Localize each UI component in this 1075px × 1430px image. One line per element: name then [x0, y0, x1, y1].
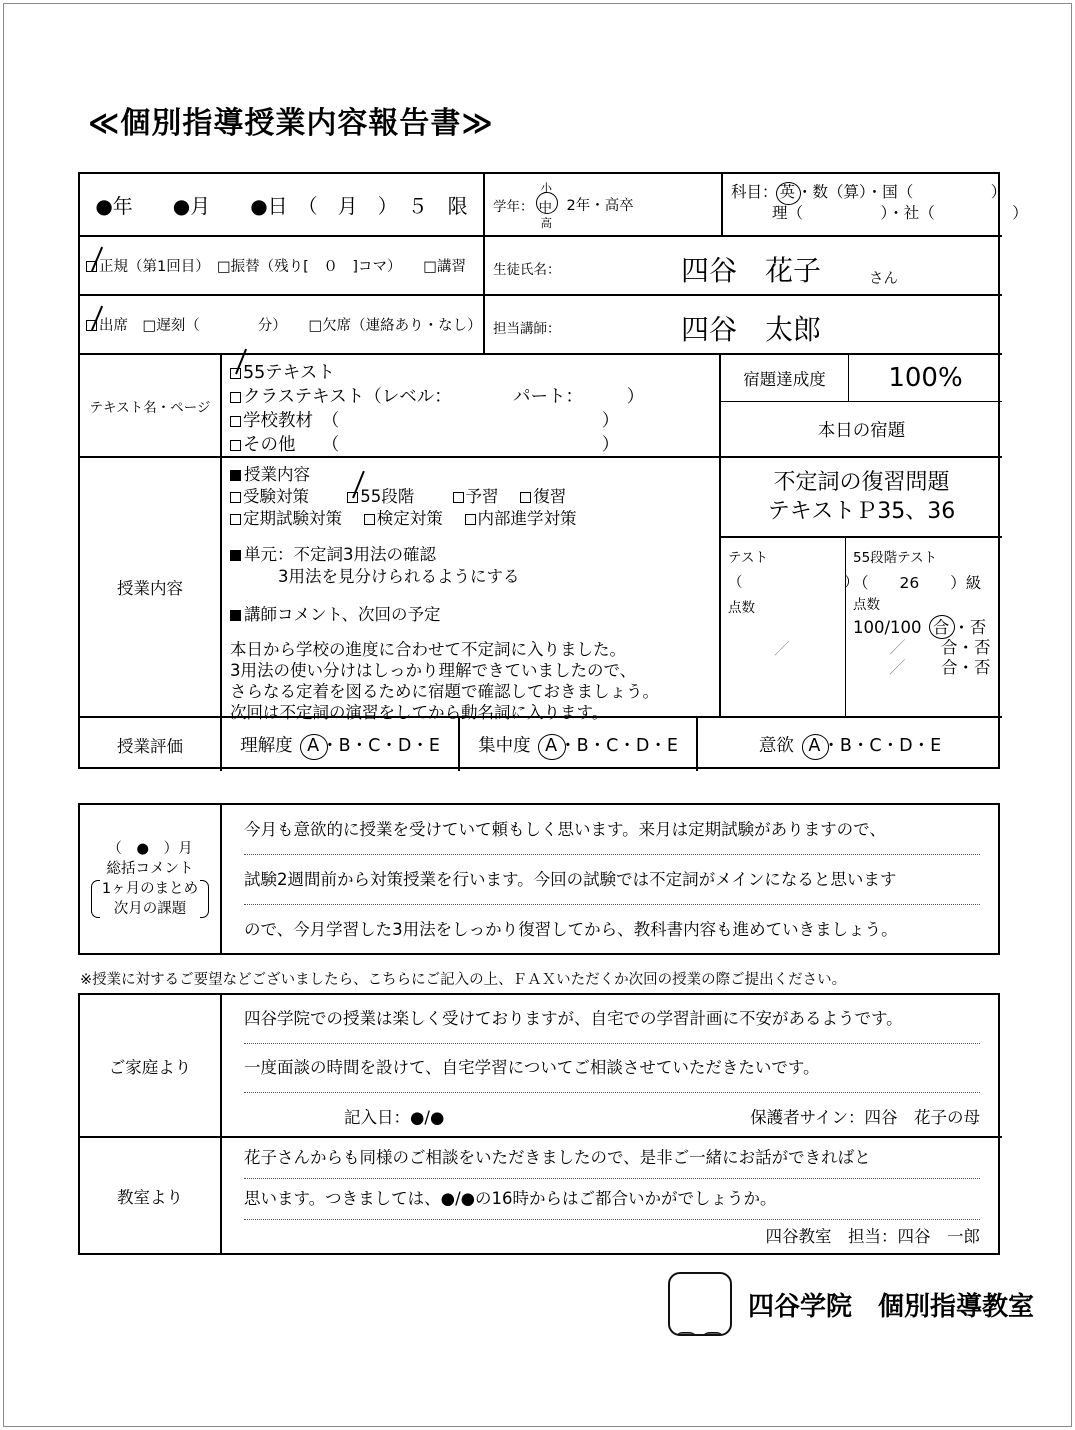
test-right-pass-3[interactable]: 合 — [941, 658, 958, 677]
filled-square-icon-2 — [230, 550, 241, 561]
textbook-option-3[interactable] — [230, 409, 719, 433]
test-right-fail-1[interactable]: 否 — [969, 618, 987, 637]
evaluation-scale-concentration: ・B・C・D・E — [559, 736, 678, 756]
lesson-heading-3 — [230, 604, 719, 626]
homework-rate-label-cell — [721, 355, 849, 402]
grade-cell — [485, 174, 723, 237]
classroom-signature: 四谷教室 担当：四谷 一郎 — [765, 1227, 980, 1246]
lesson-unit-line-1: 単元：不定詞3用法の確認 — [244, 545, 436, 564]
classroom-row-label — [80, 1138, 222, 1253]
logo-badge-icon — [668, 1272, 732, 1336]
grade-label: 学年： — [493, 198, 534, 215]
classroom-line-1: 花子さんからも同様のご相談をいただきましたので、是非ご一緒にお話ができればと — [244, 1148, 871, 1167]
subject-line-2: 理（ ）・社（ ） — [772, 204, 1028, 222]
summary-label-bracket-group — [91, 879, 209, 919]
test-right-fail-2[interactable]: 否 — [974, 638, 991, 657]
student-cell — [485, 237, 1002, 296]
date-cell — [80, 174, 485, 237]
todays-homework-label-cell — [721, 402, 1002, 458]
brand-logo — [668, 1272, 1034, 1336]
beret-right-icon — [701, 1332, 725, 1336]
grade-option-shou: 小 — [540, 180, 552, 195]
checkbox-kentei-label: 検定対策 — [376, 509, 443, 528]
checkbox-yoshu-label: 予習 — [465, 487, 499, 506]
grade-selected-circle — [536, 192, 558, 214]
grade-option-chuu: 中 — [538, 199, 552, 216]
lesson-type-options[interactable] — [86, 255, 466, 276]
summary-label-line3: 1ヶ月のまとめ — [101, 881, 199, 897]
evaluation-scale-understanding: ・B・C・D・E — [321, 736, 440, 756]
evaluation-item-motivation[interactable] — [698, 718, 1002, 771]
textbook-option-4-label: その他 （ ） — [243, 435, 620, 455]
checkbox-teiki[interactable] — [230, 514, 241, 525]
checkbox-fukushu[interactable] — [520, 492, 531, 503]
test-right-score-1: 100/100 — [853, 618, 922, 637]
evaluation-selected-concentration[interactable]: A — [545, 736, 558, 756]
test-right-row-2: 合・否 — [941, 638, 991, 657]
textbook-row-label — [80, 355, 222, 458]
test-right-score-3: ／ — [889, 658, 906, 677]
classroom-label-text: 教室より — [117, 1187, 183, 1207]
checkbox-naibu-label: 内部進学対策 — [477, 509, 577, 528]
lesson-heading-2 — [230, 544, 719, 566]
attendance-options[interactable] — [86, 314, 482, 335]
test-right-title: 55段階テスト — [853, 550, 938, 566]
checkbox-naibu[interactable] — [465, 514, 476, 525]
lesson-options-row-1[interactable] — [230, 486, 719, 508]
checkbox-other[interactable] — [230, 440, 241, 451]
teacher-name: 四谷 太郎 — [681, 313, 822, 346]
checkbox-teiki-label: 定期試験対策 — [243, 509, 342, 528]
test-right-row-3: 合・否 — [941, 658, 991, 677]
logo-text: 四谷学院 個別指導教室 — [748, 1291, 1035, 1322]
evaluation-label-motivation: 意欲 — [758, 736, 794, 756]
evaluation-item-concentration[interactable] — [460, 718, 698, 771]
evaluation-selected-understanding[interactable]: A — [307, 736, 320, 756]
homework-line-2: テキストＰ35、36 — [767, 499, 956, 524]
checkbox-jyuken[interactable] — [230, 492, 241, 503]
textbook-option-1[interactable] — [230, 361, 719, 385]
test-right-pass-2[interactable]: 合 — [941, 638, 958, 657]
classroom-line-2: 思います。つきましては、●/●の16時からはご都合いかがでしょうか。 — [244, 1189, 777, 1208]
lesson-heading-1 — [230, 464, 719, 486]
subject-label: 科目： — [731, 183, 778, 201]
todays-homework-label: 本日の宿題 — [817, 420, 906, 441]
homework-line-1: 不定詞の復習問題 — [773, 470, 950, 495]
family-content-cell[interactable] — [222, 995, 1002, 1138]
textbook-option-1-label: 55テキスト — [243, 363, 335, 383]
evaluation-scale-motivation: ・B・C・D・E — [822, 736, 942, 756]
lesson-comment-line-4: 次回は不定詞の演習をしてから動名詞に入ります。 — [230, 703, 609, 722]
checkbox-kentei[interactable] — [364, 514, 375, 525]
checkbox-school[interactable] — [230, 416, 241, 427]
evaluation-row-label — [80, 718, 222, 771]
checkbox-jyuken-label: 受験対策 — [243, 487, 309, 506]
family-date: 記入日：●/● — [344, 1107, 445, 1127]
attendance-rest: □遅刻（ 分） □欠席（連絡あり・なし） — [142, 318, 482, 334]
lesson-options-row-2[interactable] — [230, 508, 719, 530]
summary-label-month: （ ● ）月 — [107, 841, 193, 857]
test-right-cell — [846, 538, 1002, 718]
family-signature: 保護者サイン：四谷 花子の母 — [750, 1107, 980, 1127]
beret-left-icon — [674, 1332, 698, 1336]
bracket-left-icon — [91, 880, 100, 918]
test-left-cell — [721, 538, 859, 718]
fax-note: ※授業に対するご要望などございましたら、こちらにご記入の上、ＦＡＸいただくか次回の授業の際ご提出ください。 — [80, 972, 847, 988]
family-line-2: 一度面談の時間を設けて、自宅学習についてご相談させていただきたいです。 — [244, 1058, 820, 1077]
textbook-option-3-label: 学校教材 （ ） — [243, 411, 620, 431]
lesson-content-cell — [222, 458, 721, 722]
main-table — [78, 172, 1028, 769]
test-right-score-label: 点数 — [853, 597, 880, 613]
textbook-option-4[interactable] — [230, 433, 719, 457]
summary-label-line4: 次月の課題 — [113, 901, 187, 917]
textbook-option-2-label: クラステキスト（レベル： パート： ） — [243, 387, 645, 407]
lesson-type-first-label: 正規（第1回目） — [99, 259, 203, 275]
subject-rest-1: ・数（算）・国（ ） — [797, 183, 1007, 201]
lesson-comment-line-3: さらなる定着を図るために宿題で確認しておきましょう。 — [230, 682, 659, 701]
attendance-cell — [80, 296, 485, 355]
family-line-1: 四谷学院での授業は楽しく受けておりますが、自宅での学習計画に不安があるようです。 — [244, 1009, 903, 1028]
grade-value: 2年・高卒 — [566, 198, 634, 214]
lesson-comment-block — [230, 639, 719, 723]
homework-rate-value: 100% — [888, 363, 963, 393]
summary-line-1: 今月も意欲的に授業を受けていて頼もしく思います。来月は定期試験がありますので、 — [244, 820, 886, 839]
lesson-heading-3-text: 講師コメント、次回の予定 — [244, 605, 441, 624]
family-row-label — [80, 995, 222, 1138]
lesson-type-last: □講習 — [423, 259, 466, 275]
summary-line-3: ので、今月学習した3用法をしっかり復習してから、教科書内容も進めていきましょう。 — [244, 920, 898, 939]
classroom-content-cell[interactable] — [222, 1138, 1002, 1253]
test-left-score-label: 点数 — [728, 600, 755, 616]
evaluation-label-text: 授業評価 — [117, 736, 183, 756]
summary-table — [78, 803, 1000, 955]
evaluation-selected-motivation[interactable]: A — [808, 736, 821, 756]
lesson-row-label — [80, 458, 222, 718]
test-left-score-value: ／ — [774, 640, 790, 658]
subject-line-1 — [731, 182, 1007, 203]
homework-rate-value-cell — [849, 355, 1002, 402]
subject-cell — [723, 174, 1028, 237]
family-classroom-table — [78, 993, 1000, 1255]
teacher-cell — [485, 296, 1002, 355]
test-left-paren: （ ） — [728, 575, 859, 591]
lesson-type-cell — [80, 237, 485, 296]
test-right-sep-1: ・ — [953, 618, 970, 637]
student-label: 生徒氏名： — [493, 262, 561, 278]
textbook-options-cell — [222, 355, 721, 458]
summary-comment-cell[interactable] — [222, 805, 1002, 953]
lesson-comment-line-2: 3用法の使い分けはしっかり理解できていましたので、 — [230, 661, 637, 680]
grade-options[interactable] — [534, 176, 560, 234]
checkbox-55dankai-label: 55段階 — [360, 487, 415, 506]
evaluation-item-understanding[interactable] — [222, 718, 460, 771]
page-title: ≪個別指導授業内容報告書≫ — [88, 106, 494, 141]
student-name-suffix: さん — [869, 271, 898, 287]
grade-option-kou: 高 — [540, 215, 552, 230]
checkbox-classtext[interactable] — [230, 392, 241, 403]
lesson-unit-line-2: 3用法を見分けられるようにする — [278, 567, 520, 586]
todays-homework-value-cell — [721, 458, 1002, 538]
test-right-level: （ 26 ）級 — [853, 574, 982, 592]
lesson-heading-1-text: 授業内容 — [244, 465, 310, 484]
evaluation-label-concentration: 集中度 — [478, 736, 531, 756]
evaluation-label-understanding: 理解度 — [240, 736, 293, 756]
lesson-comment-line-1: 本日から学校の進度に合わせて不定詞に入りました。 — [230, 640, 626, 659]
homework-rate-label: 宿題達成度 — [743, 370, 826, 389]
checkbox-fukushu-label: 復習 — [533, 487, 567, 506]
test-right-score-2: ／ — [889, 638, 906, 657]
attendance-first-label: 出席 — [99, 318, 128, 334]
test-right-fail-3[interactable]: 否 — [974, 658, 991, 677]
filled-square-icon-3 — [230, 610, 241, 621]
family-label-text: ご家庭より — [108, 1057, 192, 1077]
subject-selected-english[interactable]: 英 — [779, 183, 796, 201]
summary-label-title: 総括コメント — [106, 861, 194, 877]
textbook-option-2[interactable] — [230, 385, 719, 409]
checkbox-yoshu[interactable] — [453, 492, 464, 503]
summary-line-2: 試験2週間前から対策授業を行います。今回の試験では不定詞がメインになると思います — [244, 870, 897, 889]
bracket-right-icon — [200, 880, 209, 918]
lesson-type-rest: □振替（残り[ ０ ]コマ） — [216, 259, 395, 275]
date-text: ●年 ●月 ●日 （ 月 ） ５ 限 — [95, 194, 468, 218]
student-name: 四谷 花子 — [681, 254, 822, 287]
teacher-label: 担当講師： — [493, 321, 561, 337]
lesson-label-text: 授業内容 — [117, 579, 183, 598]
summary-row-label — [80, 805, 222, 953]
textbook-label-text: テキスト名・ページ — [89, 399, 211, 416]
filled-square-icon-1 — [230, 470, 241, 481]
test-left-title: テスト — [728, 550, 768, 566]
test-right-pass-1[interactable]: 合 — [931, 614, 952, 638]
test-right-score-rows — [853, 614, 1002, 684]
family-signature-row — [244, 1093, 980, 1138]
